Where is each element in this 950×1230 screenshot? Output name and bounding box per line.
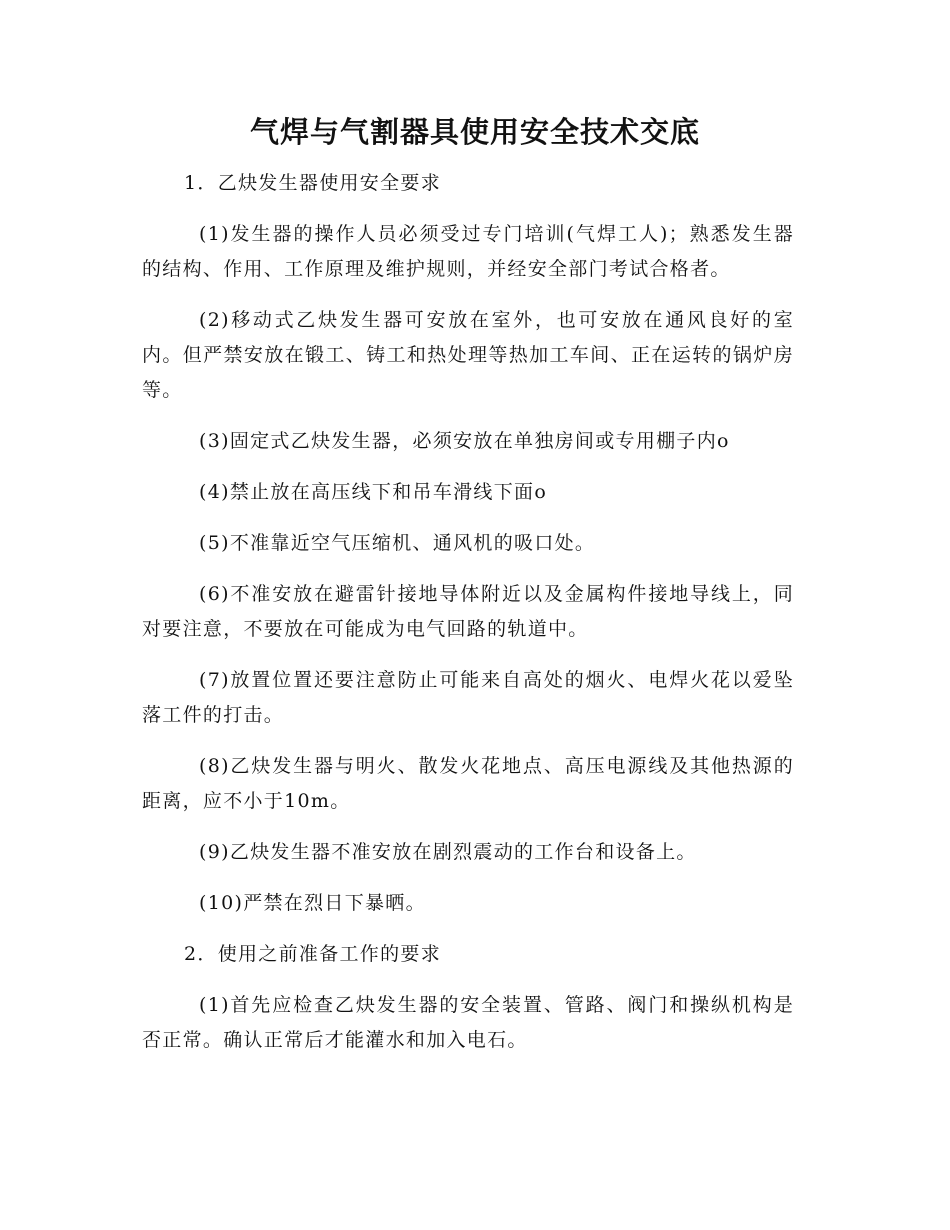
section-heading-1: 1．乙炔发生器使用安全要求 (184, 172, 441, 194)
paragraph-1-7: (7)放置位置还要注意防止可能来自高处的烟火、电焊火花以爱坠落工件的打击。 (142, 669, 794, 726)
paragraph-1-5: (5)不准靠近空气压缩机、通风机的吸口处。 (199, 532, 596, 554)
paragraph-1-8: (8)乙炔发生器与明火、散发火花地点、高压电源线及其他热源的距离，应不小于10m。 (142, 755, 794, 812)
paragraph-1-1: (1)发生器的操作人员必须受过专门培训(气焊工人)；熟悉发生器的结构、作用、工作原理及维护规则，并经安全部门考试合格者。 (142, 223, 794, 280)
document-body (142, 166, 794, 1074)
section-heading-2: 2．使用之前准备工作的要求 (184, 943, 441, 965)
paragraph-1-9: (9)乙炔发生器不准安放在剧烈震动的工作台和设备上。 (199, 841, 697, 863)
paragraph-1-10: (10)严禁在烈日下暴晒。 (199, 892, 426, 914)
paragraph-2-1: (1)首先应检查乙炔发生器的安全装置、管路、阀门和操纵机构是否正常。确认正常后才能灌水和加入电石。 (142, 994, 794, 1051)
paragraph-1-6: (6)不准安放在避雷针接地导体附近以及金属构件接地导线上，同对要注意，不要放在可能成为电气回路的轨道中。 (142, 583, 794, 640)
paragraph-1-3: (3)固定式乙炔发生器，必须安放在单独房间或专用棚子内o (199, 430, 730, 452)
paragraph-1-4: (4)禁止放在高压线下和吊车滑线下面o (199, 481, 548, 503)
document-title: 气焊与气割器具使用安全技术交底 (249, 115, 700, 149)
paragraph-1-2: (2)移动式乙炔发生器可安放在室外，也可安放在通风良好的室内。但严禁安放在锻工、铸工和热处理等热加工车间、正在运转的锅炉房等。 (142, 309, 794, 401)
